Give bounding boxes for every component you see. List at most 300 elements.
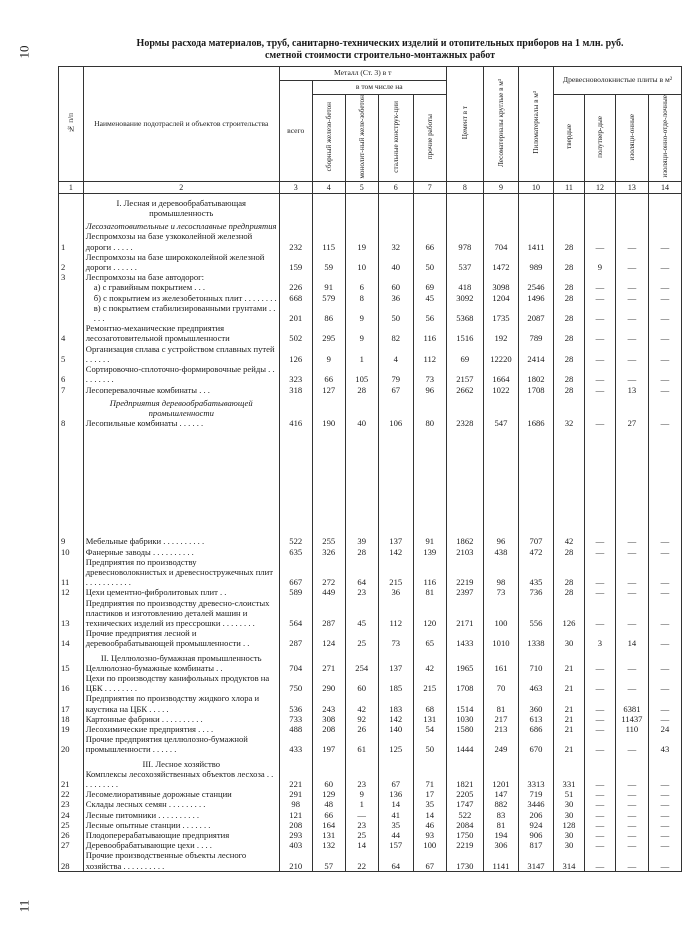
cell-col-11: 128 — [554, 820, 585, 830]
cell-col-9: 12220 — [483, 344, 518, 364]
empty-cell — [345, 755, 378, 769]
row-name-text: Лесомелиоративные дорожные станции — [85, 789, 232, 800]
header-fiber-group: Древесноволокнистые плиты в м² — [554, 67, 682, 95]
cell-col-3: 522 — [279, 536, 312, 546]
cell-col-7: 54 — [413, 724, 446, 734]
cell-col-8: 1965 — [446, 663, 483, 673]
row-number: 11 — [59, 557, 84, 588]
cell-col-6: 79 — [378, 364, 413, 384]
cell-col-13: — — [615, 830, 648, 840]
header-other-works: прочие работы — [413, 95, 446, 182]
cell-col-10: 906 — [518, 830, 553, 840]
empty-cell — [615, 395, 648, 418]
empty-cell — [446, 428, 483, 536]
cell-col-4: 243 — [312, 693, 345, 713]
row-name — [83, 418, 279, 428]
cell-col-12: — — [584, 830, 615, 840]
empty-cell — [279, 218, 312, 231]
cell-col-14: — — [648, 364, 681, 384]
table-row — [59, 252, 682, 272]
cell-col-13: — — [615, 598, 648, 629]
cell-col-12: — — [584, 418, 615, 428]
cell-col-9: 1664 — [483, 364, 518, 384]
cell-col-13: — — [615, 663, 648, 673]
cell-col-3: 433 — [279, 734, 312, 754]
row-name-text: Целлюлозно-бумажные комбинаты . . — [85, 662, 223, 673]
cell-col-6: 112 — [378, 598, 413, 629]
cell-col-13: — — [615, 293, 648, 303]
cell-col-5: 10 — [345, 252, 378, 272]
row-number: 7 — [59, 385, 84, 395]
cell-col-4: 326 — [312, 547, 345, 557]
empty-cell — [554, 649, 585, 663]
cell-col-3: 750 — [279, 673, 312, 693]
cell-col-14: — — [648, 663, 681, 673]
row-number: 23 — [59, 799, 84, 809]
cell-col-4: 9 — [312, 344, 345, 364]
empty-cell — [279, 428, 312, 536]
cell-col-13: — — [615, 673, 648, 693]
table-row — [59, 282, 682, 292]
cell-col-3: 318 — [279, 385, 312, 395]
cell-col-7: 68 — [413, 693, 446, 713]
header-insulating-finishing: изоляци-онно-отде-лочные — [648, 95, 681, 182]
cell-col-9: 213 — [483, 724, 518, 734]
section-row — [59, 755, 682, 769]
cell-col-9: 81 — [483, 693, 518, 713]
cell-col-6: 82 — [378, 323, 413, 343]
empty-cell — [518, 193, 553, 218]
header-name: Наименование подотраслей и объектов строительства — [83, 67, 279, 182]
cell-col-13: 14 — [615, 628, 648, 648]
row-name — [83, 536, 279, 546]
column-number: 5 — [345, 181, 378, 193]
row-number — [59, 282, 84, 292]
cell-col-4: 579 — [312, 293, 345, 303]
cell-col-4: 127 — [312, 385, 345, 395]
cell-col-4: 190 — [312, 418, 345, 428]
table-row — [59, 840, 682, 850]
header-steel-structures: стальные конструк-ции — [378, 95, 413, 182]
empty-cell — [518, 649, 553, 663]
row-name-text: Леспромхозы на базе ширококолейной железной дороги . . . . . . — [85, 251, 265, 273]
cell-col-12: — — [584, 714, 615, 724]
row-number: 19 — [59, 724, 84, 734]
empty-cell — [312, 755, 345, 769]
cell-col-11: 28 — [554, 364, 585, 384]
row-number: 18 — [59, 714, 84, 724]
cell-col-12: — — [584, 364, 615, 384]
row-name — [83, 769, 279, 789]
cell-col-5: 9 — [345, 789, 378, 799]
header-semi-hard: полутвер-дые — [584, 95, 615, 182]
column-number: 14 — [648, 181, 681, 193]
page-number-bottom: 11 — [16, 899, 32, 913]
row-name-text: Леспромхозы на базе автодорог: — [85, 272, 205, 283]
cell-col-7: 65 — [413, 628, 446, 648]
table-row — [59, 418, 682, 428]
row-number: 14 — [59, 628, 84, 648]
cell-col-8: 418 — [446, 282, 483, 292]
cell-col-5: 39 — [345, 536, 378, 546]
table-row — [59, 789, 682, 799]
cell-col-14: — — [648, 587, 681, 597]
cell-col-8: 1516 — [446, 323, 483, 343]
cell-col-5: 1 — [345, 344, 378, 364]
column-number: 7 — [413, 181, 446, 193]
cell-col-10: 1411 — [518, 231, 553, 251]
cell-col-5: 40 — [345, 418, 378, 428]
cell-col-11 — [554, 272, 585, 282]
cell-col-12: — — [584, 344, 615, 364]
column-numbers-row — [59, 181, 682, 193]
column-number: 6 — [378, 181, 413, 193]
column-number: 10 — [518, 181, 553, 193]
cell-col-11: 42 — [554, 536, 585, 546]
cell-col-6: 140 — [378, 724, 413, 734]
cell-col-11: 28 — [554, 344, 585, 364]
cell-col-13: — — [615, 557, 648, 588]
row-name-text: Предприятия по производству древесноволокнистых и древесностружечных плит . . . . . . . . . . . — [85, 556, 273, 588]
empty-cell — [345, 193, 378, 218]
empty-cell — [312, 193, 345, 218]
row-name — [83, 303, 279, 323]
cell-col-5: 61 — [345, 734, 378, 754]
empty-cell — [413, 428, 446, 536]
table-row — [59, 303, 682, 323]
cell-col-9: 194 — [483, 830, 518, 840]
empty-cell — [378, 218, 413, 231]
empty-cell — [312, 649, 345, 663]
cell-col-13: 27 — [615, 418, 648, 428]
cell-col-5: 254 — [345, 663, 378, 673]
header-round-timber: Лесоматериалы круглые в м³ — [483, 67, 518, 182]
cell-col-9: 1201 — [483, 769, 518, 789]
cell-col-14: — — [648, 799, 681, 809]
cell-col-4: 449 — [312, 587, 345, 597]
table-row — [59, 673, 682, 693]
cell-col-5: 26 — [345, 724, 378, 734]
cell-col-10: 206 — [518, 810, 553, 820]
cell-col-4: 132 — [312, 840, 345, 850]
cell-col-7 — [413, 272, 446, 282]
cell-col-11: 28 — [554, 547, 585, 557]
cell-col-6: 106 — [378, 418, 413, 428]
empty-cell — [554, 218, 585, 231]
cell-col-12: — — [584, 282, 615, 292]
section-title: III. Лесное хозяйство — [83, 755, 279, 769]
cell-col-9: 100 — [483, 598, 518, 629]
cell-col-13 — [615, 272, 648, 282]
row-number: 24 — [59, 810, 84, 820]
header-cement: Цемент в т — [446, 67, 483, 182]
table-row — [59, 272, 682, 282]
cell-col-3: 221 — [279, 769, 312, 789]
cell-col-6: 60 — [378, 282, 413, 292]
empty-cell — [413, 649, 446, 663]
row-name-text: Склады лесных семян . . . . . . . . . — [85, 799, 206, 810]
header-no: № п/п — [59, 67, 84, 182]
cell-col-5: 9 — [345, 323, 378, 343]
row-name-text: Прочие производственные объекты лесного хозяйства . . . . . . . . . . — [85, 850, 247, 871]
cell-col-3: 564 — [279, 598, 312, 629]
cell-col-9: 704 — [483, 231, 518, 251]
cell-col-14: — — [648, 830, 681, 840]
cell-col-9: 161 — [483, 663, 518, 673]
table-row — [59, 820, 682, 830]
cell-col-6: 41 — [378, 810, 413, 820]
document-title — [100, 38, 660, 62]
cell-col-4: 48 — [312, 799, 345, 809]
cell-col-12: 3 — [584, 628, 615, 648]
cell-col-11: 28 — [554, 323, 585, 343]
cell-col-7: 116 — [413, 323, 446, 343]
row-name-text: Плодоперерабатывающие предприятия — [85, 830, 230, 840]
empty-cell — [446, 218, 483, 231]
cell-col-5: 23 — [345, 587, 378, 597]
cell-col-10: 670 — [518, 734, 553, 754]
table-row — [59, 769, 682, 789]
table-row — [59, 628, 682, 648]
row-name — [83, 557, 279, 588]
cell-col-3: 589 — [279, 587, 312, 597]
cell-col-7: 120 — [413, 598, 446, 629]
cell-col-12: — — [584, 231, 615, 251]
cell-col-5: 25 — [345, 628, 378, 648]
cell-col-7: 215 — [413, 673, 446, 693]
row-number: 22 — [59, 789, 84, 799]
cell-col-4: 91 — [312, 282, 345, 292]
cell-col-8: 978 — [446, 231, 483, 251]
subsection-title: Лесозаготовительные и лесосплавные предприятия — [83, 218, 279, 231]
cell-col-9: 147 — [483, 789, 518, 799]
cell-col-8: 3092 — [446, 293, 483, 303]
cell-col-5: 19 — [345, 231, 378, 251]
cell-col-5: 23 — [345, 769, 378, 789]
cell-col-3: 403 — [279, 840, 312, 850]
cell-col-8: 1708 — [446, 673, 483, 693]
cell-col-14: — — [648, 536, 681, 546]
cell-col-5: 105 — [345, 364, 378, 384]
cell-col-5: 9 — [345, 303, 378, 323]
cell-col-6: 185 — [378, 673, 413, 693]
cell-col-10: 686 — [518, 724, 553, 734]
cell-col-4: 131 — [312, 830, 345, 840]
cell-col-4: 86 — [312, 303, 345, 323]
cell-col-13: — — [615, 252, 648, 272]
empty-cell — [378, 649, 413, 663]
row-name — [83, 587, 279, 597]
subsection-row — [59, 395, 682, 418]
cell-col-3: 159 — [279, 252, 312, 272]
title-line-2: сметной стоимости строительно-монтажных работ — [264, 50, 496, 61]
cell-col-5: 60 — [345, 673, 378, 693]
cell-col-8: 2205 — [446, 789, 483, 799]
cell-col-10: 924 — [518, 820, 553, 830]
cell-col-4: 57 — [312, 850, 345, 871]
cell-col-7: 116 — [413, 557, 446, 588]
cell-col-10: 556 — [518, 598, 553, 629]
cell-col-7: 17 — [413, 789, 446, 799]
table-row — [59, 598, 682, 629]
cell-col-14: — — [648, 850, 681, 871]
empty-cell — [584, 428, 615, 536]
cell-col-12: — — [584, 769, 615, 789]
cell-col-14: — — [648, 282, 681, 292]
empty-cell — [446, 649, 483, 663]
cell-col-13: — — [615, 850, 648, 871]
cell-col-10: 3313 — [518, 769, 553, 789]
cell-col-3: 126 — [279, 344, 312, 364]
row-name-text: Лесные питомники . . . . . . . . . . — [85, 809, 200, 820]
cell-col-12: — — [584, 323, 615, 343]
cell-col-11: 21 — [554, 693, 585, 713]
cell-col-4: 59 — [312, 252, 345, 272]
cell-col-9: 882 — [483, 799, 518, 809]
empty-cell — [518, 218, 553, 231]
cell-col-5: 6 — [345, 282, 378, 292]
row-number: 9 — [59, 536, 84, 546]
empty-cell — [615, 193, 648, 218]
cell-col-12: — — [584, 598, 615, 629]
cell-col-5: 22 — [345, 850, 378, 871]
cell-col-3: 502 — [279, 323, 312, 343]
cell-col-6: 215 — [378, 557, 413, 588]
cell-col-11: 30 — [554, 810, 585, 820]
empty-cell — [483, 755, 518, 769]
empty-cell — [648, 193, 681, 218]
cell-col-8: 69 — [446, 344, 483, 364]
cell-col-14: 24 — [648, 724, 681, 734]
cell-col-7: 35 — [413, 799, 446, 809]
table-row — [59, 536, 682, 546]
row-name — [83, 252, 279, 272]
empty-cell — [413, 193, 446, 218]
row-name-text: Цехи по производству канифольных продуктов на ЦБК . . . . . . . . — [85, 672, 270, 694]
cell-col-12: — — [584, 536, 615, 546]
row-number: 15 — [59, 663, 84, 673]
cell-col-9: 70 — [483, 673, 518, 693]
cell-col-10: 1708 — [518, 385, 553, 395]
cell-col-3: 232 — [279, 231, 312, 251]
cell-col-12: — — [584, 557, 615, 588]
cell-col-13: — — [615, 364, 648, 384]
cell-col-5: 28 — [345, 385, 378, 395]
cell-col-7: 46 — [413, 820, 446, 830]
row-name — [83, 840, 279, 850]
cell-col-6: 73 — [378, 628, 413, 648]
cell-col-12: — — [584, 385, 615, 395]
cell-col-3: 635 — [279, 547, 312, 557]
cell-col-10: 613 — [518, 714, 553, 724]
cell-col-9: 98 — [483, 557, 518, 588]
row-number: 27 — [59, 840, 84, 850]
cell-col-3: 536 — [279, 693, 312, 713]
empty-cell — [518, 395, 553, 418]
cell-col-11: 30 — [554, 840, 585, 850]
row-number — [59, 303, 84, 323]
row-name-text: Лесохимические предприятия . . . . — [85, 723, 214, 734]
cell-col-6: 183 — [378, 693, 413, 713]
cell-col-5: 92 — [345, 714, 378, 724]
row-number — [59, 755, 84, 769]
cell-col-5: 1 — [345, 799, 378, 809]
table-row — [59, 810, 682, 820]
cell-col-14: — — [648, 769, 681, 789]
cell-col-7: 139 — [413, 547, 446, 557]
cell-col-13: 6381 — [615, 693, 648, 713]
row-name-text: а) с гравийным покрытием . . . — [93, 282, 206, 293]
cell-col-5: 28 — [345, 547, 378, 557]
table-row — [59, 293, 682, 303]
cell-col-4 — [312, 272, 345, 282]
cell-col-11: 21 — [554, 734, 585, 754]
row-name — [83, 850, 279, 871]
cell-col-9: 192 — [483, 323, 518, 343]
cell-col-10: 710 — [518, 663, 553, 673]
table-row — [59, 364, 682, 384]
cell-col-10: 719 — [518, 789, 553, 799]
cell-col-8: 5368 — [446, 303, 483, 323]
cell-col-14: — — [648, 789, 681, 799]
cell-col-7: 14 — [413, 810, 446, 820]
cell-col-9: 306 — [483, 840, 518, 850]
cell-col-12: — — [584, 663, 615, 673]
row-name — [83, 810, 279, 820]
cell-col-9: 81 — [483, 820, 518, 830]
cell-col-8: 1030 — [446, 714, 483, 724]
row-number — [59, 395, 84, 418]
empty-cell — [554, 755, 585, 769]
cell-col-14: — — [648, 293, 681, 303]
row-name — [83, 547, 279, 557]
cell-col-12 — [584, 272, 615, 282]
row-number: 3 — [59, 272, 84, 282]
cell-col-6: 4 — [378, 344, 413, 364]
row-number: 2 — [59, 252, 84, 272]
cell-col-11: 30 — [554, 830, 585, 840]
cell-col-10: 989 — [518, 252, 553, 272]
cell-col-8: 1862 — [446, 536, 483, 546]
cell-col-5: 45 — [345, 598, 378, 629]
cell-col-7: 56 — [413, 303, 446, 323]
row-name — [83, 344, 279, 364]
row-name — [83, 663, 279, 673]
row-number: 26 — [59, 830, 84, 840]
empty-cell — [279, 395, 312, 418]
header-hard: твердые — [554, 95, 585, 182]
cell-col-13: — — [615, 789, 648, 799]
row-name-text: Сортировочно-сплоточно-формировочные рейды . . . . . . . . . — [85, 364, 275, 385]
cell-col-12: — — [584, 293, 615, 303]
cell-col-9: 1010 — [483, 628, 518, 648]
table-row — [59, 231, 682, 251]
cell-col-12: 9 — [584, 252, 615, 272]
row-name-text: в) с покрытием стабилизированными грунтами . . . . . — [93, 302, 276, 324]
cell-col-14: — — [648, 303, 681, 323]
cell-col-4: 295 — [312, 323, 345, 343]
empty-cell — [648, 649, 681, 663]
row-number — [59, 218, 84, 231]
cell-col-9: 217 — [483, 714, 518, 724]
section-row — [59, 193, 682, 218]
cell-col-6: 14 — [378, 799, 413, 809]
cell-col-4: 271 — [312, 663, 345, 673]
cell-col-6: 125 — [378, 734, 413, 754]
cell-col-10: 817 — [518, 840, 553, 850]
empty-cell — [483, 218, 518, 231]
empty-cell — [279, 193, 312, 218]
